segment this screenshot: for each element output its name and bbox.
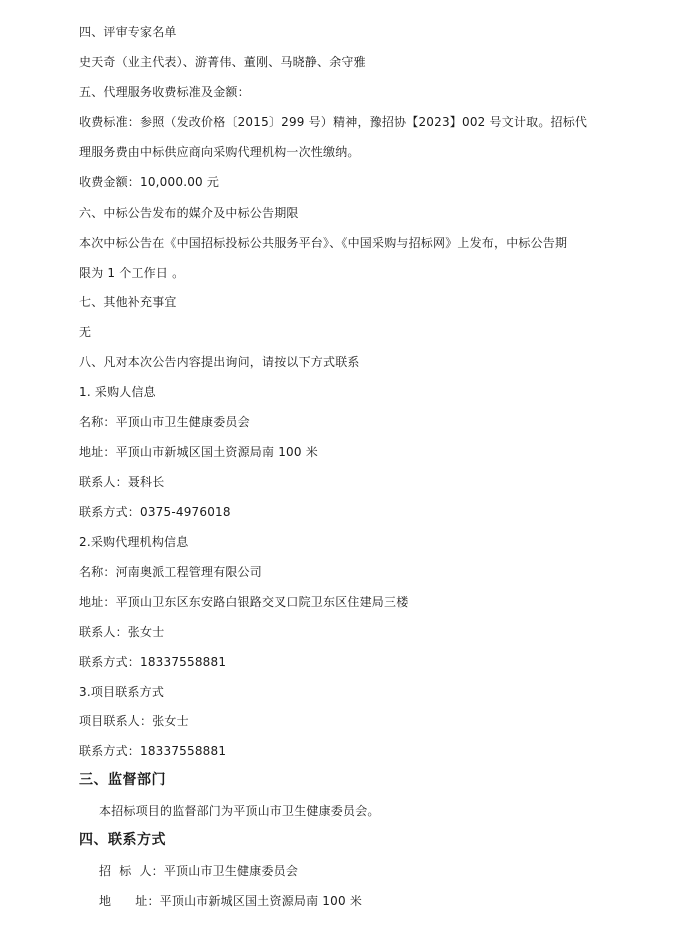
agency-name: 名称：河南奥派工程管理有限公司 (79, 565, 263, 579)
section6-title: 六、中标公告发布的媒介及中标公告期限 (79, 206, 299, 220)
section4-title: 四、评审专家名单 (79, 25, 177, 39)
section5-title: 五、代理服务收费标准及金额： (79, 85, 250, 99)
buyer-info-title: 1. 采购人信息 (79, 385, 156, 399)
supervision-content: 本招标项目的监督部门为平顶山市卫生健康委员会。 (99, 804, 380, 818)
fee-standard-line2: 理服务费由中标供应商向采购代理机构一次性缴纳。 (79, 145, 360, 159)
section7-title: 七、其他补充事宜 (79, 295, 177, 309)
media-line2: 限为 1 个工作日 。 (79, 266, 185, 280)
buyer-address: 地址：平顶山市新城区国土资源局南 100 米 (79, 445, 318, 459)
agency-contact: 联系人：张女士 (79, 625, 165, 639)
agency-address: 地址：平顶山卫东区东安路白银路交叉口院卫东区住建局三楼 (79, 595, 409, 609)
media-line1: 本次中标公告在《中国招标投标公共服务平台》、《中国采购与招标网》上发布，中标公告期 (79, 236, 568, 250)
buyer-name: 名称：平顶山市卫生健康委员会 (79, 415, 250, 429)
buyer-contact: 联系人：聂科长 (79, 475, 165, 489)
section8-title: 八、凡对本次公告内容提出询问，请按以下方式联系 (79, 355, 360, 369)
contact-heading: 四、联系方式 (79, 832, 166, 848)
supervision-heading: 三、监督部门 (79, 772, 166, 788)
section7-content: 无 (79, 325, 92, 339)
tenderer-address-line: 地 址：平顶山市新城区国土资源局南 100 米 (99, 894, 363, 908)
project-contact-phone: 联系方式：18337558881 (79, 744, 227, 758)
agency-phone: 联系方式：18337558881 (79, 655, 227, 669)
experts-list: 史天奇（业主代表）、游菁伟、董刚、马晓静、余守雅 (79, 55, 366, 69)
project-contact-person: 项目联系人：张女士 (79, 714, 189, 728)
buyer-phone: 联系方式：0375-4976018 (79, 505, 231, 519)
tenderer-line: 招 标 人：平顶山市卫生健康委员会 (99, 864, 299, 878)
agency-info-title: 2.采购代理机构信息 (79, 535, 189, 549)
fee-amount: 收费金额：10,000.00 元 (79, 175, 220, 189)
project-contact-title: 3.项目联系方式 (79, 685, 165, 699)
fee-standard-line1: 收费标准：参照（发改价格〔2015〕299 号）精神，豫招协【2023】002 号文计取。招标代 (79, 115, 588, 129)
